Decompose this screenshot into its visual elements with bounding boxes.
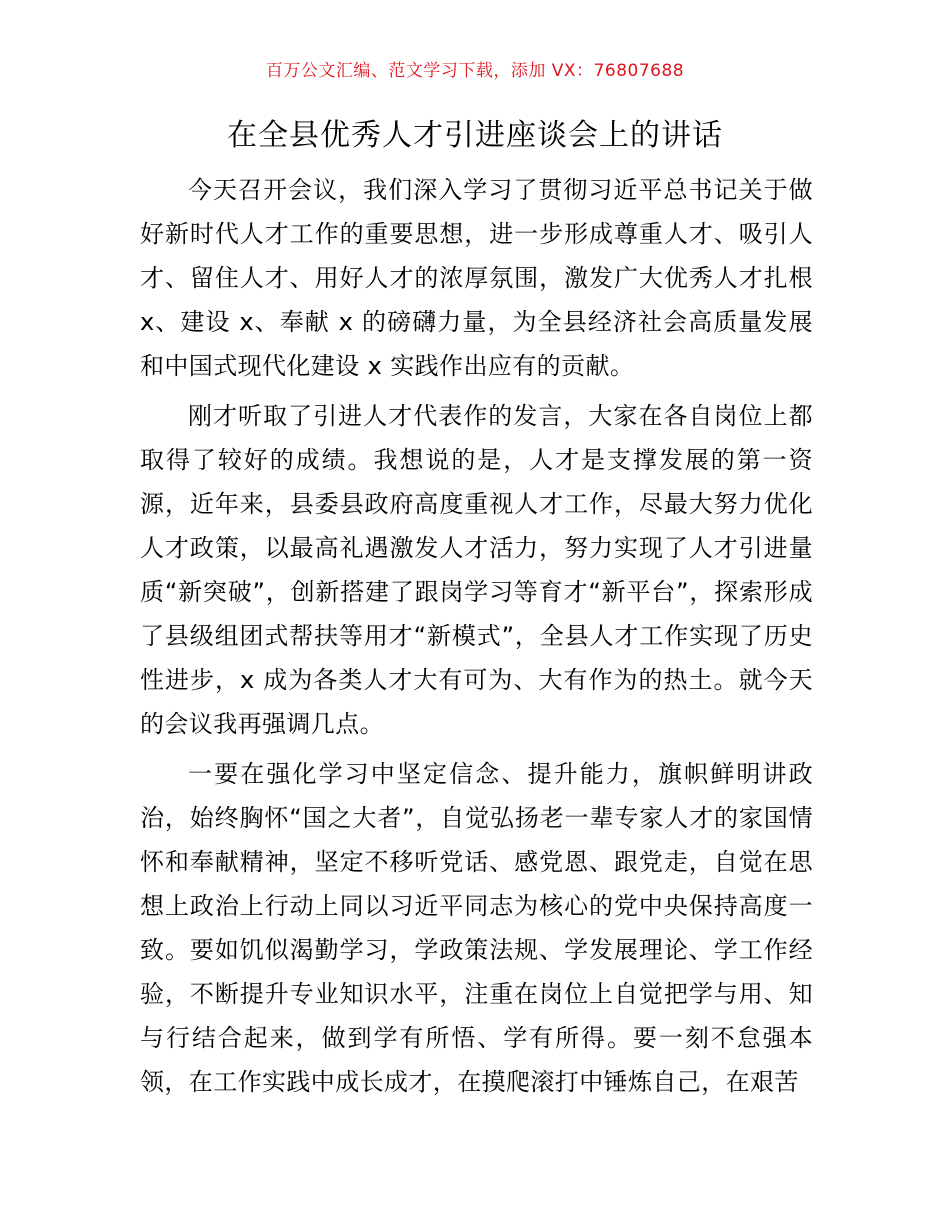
paragraph-1: 今天召开会议，我们深入学习了贯彻习近平总书记关于做好新时代人才工作的重要思想，进一步形成尊重人才、吸引人才、留住人才、用好人才的浓厚氛围，激发广大优秀人才扎根 x、建设 x、奉献 x 的磅礴力量，为全县经济社会高质量发展和中国式现代化建设 x 实践作出应有的贡献。 (140, 176, 813, 380)
paragraph-3: 一要在强化学习中坚定信念、提升能力，旗帜鲜明讲政治，始终胸怀“国之大者”，自觉弘扬老一辈专家人才的家国情怀和奉献精神，坚定不移听党话、感党恩、跟党走，自觉在思想上政治上行动上同以习近平同志为核心的党中央保持高度一致。要如饥似渴勤学习，学政策法规、学发展理论、学工作经验，不断提升专业知识水平，注重在岗位上自觉把学与用、知与行结合起来，做到学有所悟、学有所得。要一刻不怠强本领，在工作实践中成长成才，在摸爬滚打中锤炼自己，在艰苦 (140, 760, 813, 1096)
paragraph-2: 刚才听取了引进人才代表作的发言，大家在各自岗位上都取得了较好的成绩。我想说的是，人才是支撑发展的第一资源，近年来，县委县政府高度重视人才工作，尽最大努力优化人才政策，以最高礼遇激发人才活力，努力实现了人才引进量质“新突破”，创新搭建了跟岗学习等育才“新平台”，探索形成了县级组团式帮扶等用才“新模式”，全县人才工作实现了历史性进步，x 成为各类人才大有可为、大有作为的热土。就今天的会议我再强调几点。 (140, 402, 813, 738)
document-body (140, 168, 813, 1110)
document-title: 在全县优秀人才引进座谈会上的讲话 (227, 118, 723, 153)
watermark-header: 百万公文汇编、范文学习下载，添加 VX：76807688 (265, 61, 685, 81)
